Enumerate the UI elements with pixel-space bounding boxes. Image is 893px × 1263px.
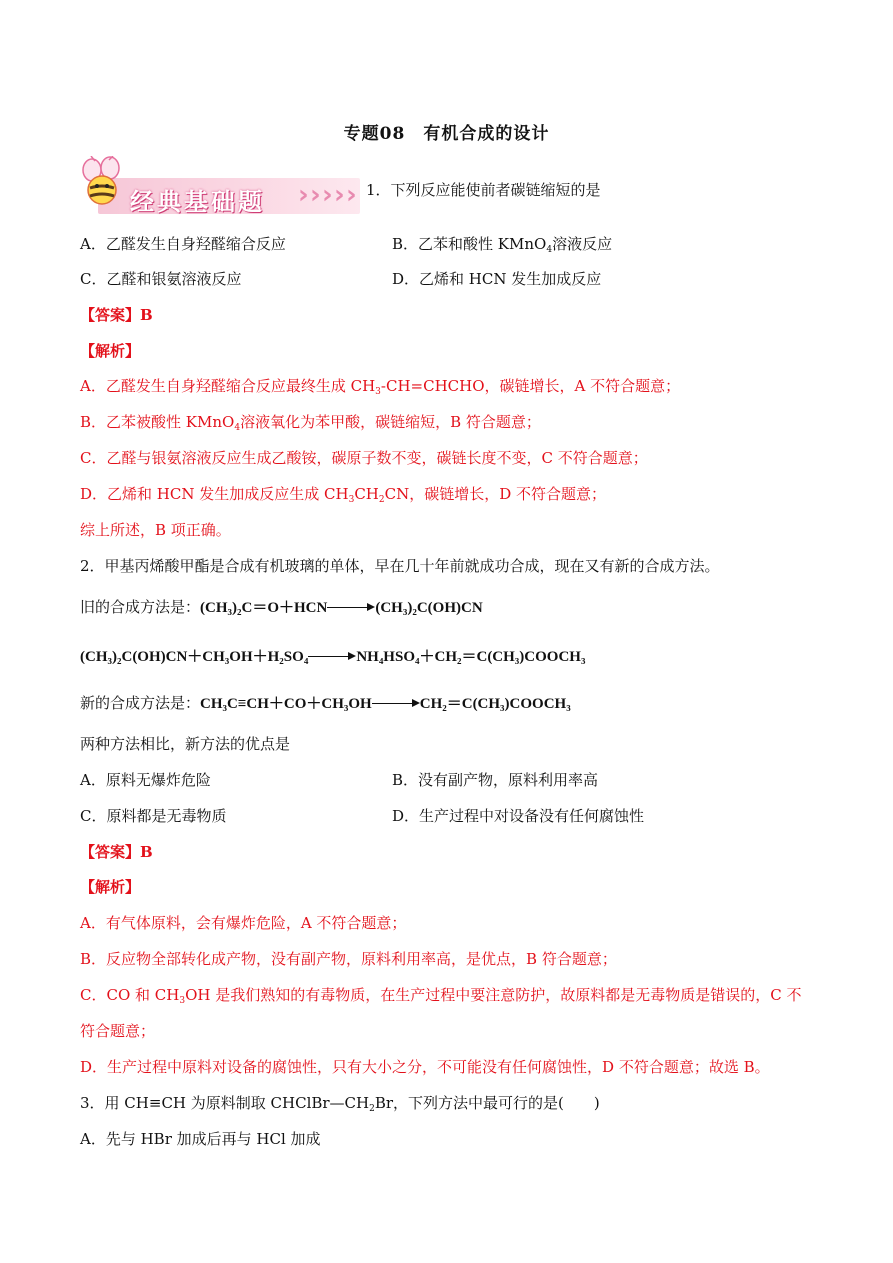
q2-analysis-b: B．反应物全部转化成产物，没有副产物，原料利用率高，是优点，B 符合题意； [80,950,617,968]
q1-answer: 【答案】B [80,306,153,324]
q1-analysis-c: C．乙醛与银氨溶液反应生成乙酸铵，碳原子数不变，碳链长度不变，C 不符合题意； [80,449,648,467]
q2-analysis-c-cont: 符合题意； [80,1022,156,1040]
q1-stem: 1．下列反应能使前者碳链缩短的是 [366,181,601,199]
q2-option-b: B．没有副产物，原料利用率高 [392,771,599,789]
q1-option-b: B．乙苯和酸性 KMnO$_4$溶液反应 [392,235,613,255]
q1-analysis-a: A．乙醛发生自身羟醛缩合反应最终生成 $CH_3-CH=CHCHO$，碳链增长，A 不符合题意； [80,377,681,397]
q2-answer: 【答案】B [80,843,153,861]
q2-stem: 2．甲基丙烯酸甲酯是合成有机玻璃的单体，早在几十年前就成功合成，现在又有新的合成方法。 [80,557,720,575]
q1-analysis-b: B．乙苯被酸性 KMnO$_4$溶液氧化为苯甲酸，碳链缩短，B 符合题意； [80,413,541,433]
reaction-arrow-icon [372,700,420,708]
chevron-right-icon: › [346,180,357,210]
old-equation-2-right: NH₄HSO₄＋CH₂＝C(CH₃)COOCH₃ [356,649,586,665]
bee-icon [80,156,124,208]
q2-old-equation-2 [80,645,585,668]
q1-analysis-d: D．乙烯和 HCN 发生加成反应生成 $CH_3CH_2CN$，碳链增长，D 不符合题意； [80,485,607,505]
q3-option-a: A．先与 HBr 加成后再与 HCl 加成 [80,1130,321,1148]
section-badge [80,156,362,218]
old-method-label: 旧的合成方法是： [80,598,201,616]
q2-old-method [80,596,483,619]
q3-stem: 3．用 CH≡CH 为原料制取 $CHClBr—CH_2Br$，下列方法中最可行的是( ) [80,1094,600,1114]
old-equation-2-left: (CH₃)₂C(OH)CN＋CH₃OH＋H₂SO₄ [80,649,309,665]
q2-compare: 两种方法相比，新方法的优点是 [80,735,291,753]
q2-analysis-c: C．CO 和 $CH_3OH$ 是我们熟知的有毒物质，在生产过程中要注意防护，故原料都是无毒物质是错误的，C 不 [80,986,802,1006]
q2-option-c: C．原料都是无毒物质 [80,807,227,825]
chevron-right-icon: › [310,180,321,210]
q2-option-a: A．原料无爆炸危险 [80,771,211,789]
q2-option-d: D．生产过程中对设备没有任何腐蚀性 [392,807,645,825]
q2-analysis-d: D．生产过程中原料对设备的腐蚀性，只有大小之分，不可能没有任何腐蚀性，D 不符合题意；故选 B。 [80,1058,770,1076]
page-title: 专题08 有机合成的设计 [343,124,550,144]
new-method-label: 新的合成方法是： [80,694,201,712]
q1-option-a: A．乙醛发生自身羟醛缩合反应 [80,235,286,253]
q1-summary: 综上所述，B 项正确。 [80,521,231,539]
chevron-right-icon: › [298,180,309,210]
q2-analysis-label: 【解析】 [80,878,141,896]
reaction-arrow-icon [308,653,356,661]
new-equation-left: CH₃C≡CH＋CO＋CH₃OH [200,696,372,712]
new-equation-right: CH₂＝C(CH₃)COOCH₃ [419,696,571,712]
q2-analysis-a: A．有气体原料，会有爆炸危险，A 不符合题意； [80,914,407,932]
badge-text: 经典基础题 [130,188,265,216]
reaction-arrow-icon [327,604,375,612]
chevron-right-icon: › [334,180,345,210]
q2-new-method [80,692,571,715]
old-equation-1-left: (CH₃)₂C＝O＋HCN [200,600,328,616]
q1-option-c: C．乙醛和银氨溶液反应 [80,270,242,288]
old-equation-1-right: (CH₃)₂C(OH)CN [375,600,483,616]
chevron-right-icon: › [322,180,333,210]
q1-analysis-label: 【解析】 [80,342,141,360]
q1-option-d: D．乙烯和 HCN 发生加成反应 [392,270,602,288]
